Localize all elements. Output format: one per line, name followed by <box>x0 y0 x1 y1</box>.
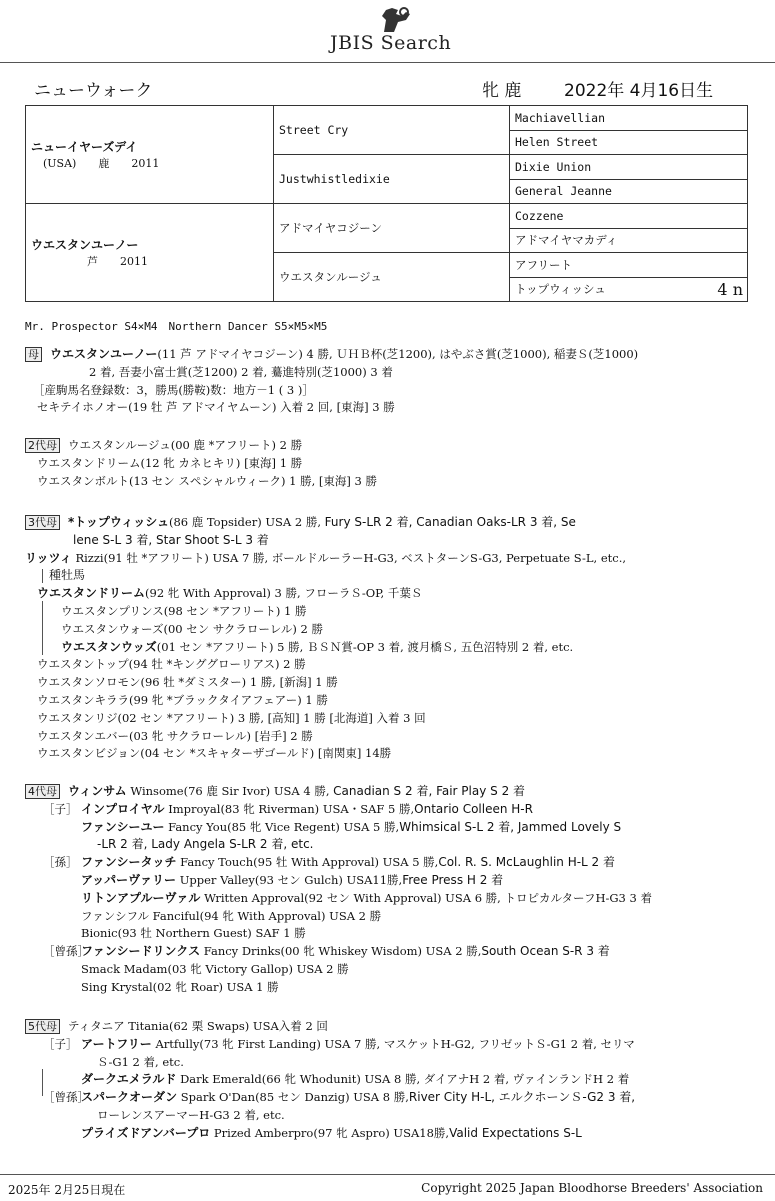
second-dam-foal: ウエスタンボルト(13 セン スペシャルウィーク) 1 勝, [東海] 3 勝 <box>37 473 378 488</box>
as-of-date: 2025年 2月25日現在 <box>8 1183 126 1197</box>
horse-sex-color: 牝 鹿 <box>482 81 522 101</box>
dam-record: (11 芦 アドマイヤコジーン) 4 勝, ＵＨＢ杯(芝1200), はやぶさ賞(芝1000), 稲妻Ｓ(芝1000) <box>157 347 639 361</box>
great-grandchild-line: Smack Madam(03 牝 Victory Gallop) USA 2 勝 <box>81 961 349 976</box>
fancy-touch-races: Col. R. S. McLaughlin H-L 2 着 <box>438 855 616 870</box>
prized-amberpro-name[interactable]: プライズドアンバープロ <box>81 1125 211 1140</box>
horse-title <box>34 76 754 102</box>
winsome-races: Canadian S 2 着, Fair Play S 2 着 <box>333 784 526 798</box>
child-line <box>25 1071 745 1089</box>
child-line <box>25 819 745 837</box>
relation-label: ［子］ <box>43 1036 78 1051</box>
winsome-record: Winsome(76 鹿 Sir Ivor) USA 4 勝, <box>130 784 330 798</box>
titania-record: ティタニア Titania(62 栗 Swaps) USA入着 2 回 <box>68 1019 328 1033</box>
prized-amberpro-record: Prized Amberpro(97 牝 Aspro) USA18勝, <box>213 1125 450 1140</box>
fancy-drinks-record: Fancy Drinks(00 牝 Whiskey Wisdom) USA 2 勝, <box>203 944 482 959</box>
fancy-you-races-2: -LR 2 着, Lady Angela S-LR 2 着, etc. <box>97 837 314 852</box>
second-dam-record: ウエスタンルージュ(00 鹿 *アフリート) 2 勝 <box>68 438 303 452</box>
fancy-you-races: Whimsical S-L 2 着, Jammed Lovely S <box>399 819 622 834</box>
written-approval-record: Written Approval(92 セン With Approval) USA 6 勝, トロピカルターフH-G3 3 着 <box>204 890 652 905</box>
improyal-name[interactable]: インプロイヤル <box>81 801 165 816</box>
spark-odan-record: Spark O'Dan(85 セン Danzig) USA 8 勝, <box>180 1090 409 1105</box>
fancy-you-record: Fancy You(85 牝 Vice Regent) USA 5 勝, <box>168 819 400 834</box>
fifth-dam-head <box>25 1018 745 1036</box>
rizzi-stallion: 種牡馬 <box>49 568 86 583</box>
dam-line-1 <box>25 346 745 364</box>
spark-odan-name[interactable]: スパークオーダン <box>81 1090 178 1105</box>
grandchild-line <box>25 890 745 908</box>
western-woods-line <box>25 639 745 657</box>
dam-cell[interactable] <box>26 204 274 302</box>
great-grandchild-line-2: ローレンスアーマーH-G3 2 着, etc. <box>97 1107 285 1122</box>
family-number: 4 n <box>717 279 743 299</box>
western-dream-foal: ウエスタンプリンス(98 セン *アフリート) 1 勝 <box>61 603 307 618</box>
footer <box>0 1174 775 1201</box>
dam-badge: 母 <box>25 347 42 362</box>
sire-name: ニューイヤーズデイ <box>31 140 138 154</box>
fifth-dam-badge: 5代母 <box>25 1019 60 1034</box>
second-dam-foal: ウエスタンドリーム(12 牝 カネヒキリ) [東海] 1 勝 <box>37 455 303 470</box>
child-line <box>25 801 745 819</box>
copyright: Copyright 2025 Japan Bloodhorse Breeders' Association <box>421 1181 763 1195</box>
western-dream-record: (92 牝 With Approval) 3 勝, フローラＳ-OP, 千葉Ｓ <box>145 586 423 601</box>
g3-name: トップウィッシュ <box>515 282 606 297</box>
logo-text: JBIS Search <box>330 32 452 54</box>
second-dam-badge: 2代母 <box>25 438 60 453</box>
western-dream-line <box>25 585 745 603</box>
artfully-name[interactable]: アートフリー <box>81 1036 152 1051</box>
jbis-logo[interactable] <box>322 6 462 54</box>
fourth-dam-section <box>25 783 745 997</box>
horse-head-icon <box>376 6 416 34</box>
g3-cell[interactable]: アドマイヤマカディ <box>510 228 748 253</box>
great-grandchild-line <box>25 943 745 961</box>
dam-name: ウエスタンユーノー <box>31 238 139 252</box>
dam-produce-stats: ［産駒馬名登録数：3，勝馬(勝鞍)数：地方－1 ( 3 )］ <box>33 382 314 397</box>
improyal-races: Ontario Colleen H-R <box>414 801 533 816</box>
fourth-dam-head <box>25 783 745 801</box>
ritz-line-2 <box>25 567 745 585</box>
western-dream-name[interactable]: ウエスタンドリーム <box>37 586 146 601</box>
upper-valley-name[interactable]: アッパーヴァリー <box>81 872 177 887</box>
horse-name: ニューウォーク <box>34 81 153 101</box>
third-dam-badge: 3代母 <box>25 515 60 530</box>
grandchild-line: Bionic(93 牡 Northern Guest) SAF 1 勝 <box>81 926 306 941</box>
horse-dob: 2022年 4月16日生 <box>564 81 714 101</box>
g3-cell-last[interactable] <box>510 277 748 302</box>
third-dam-races-2: lene S-L 3 着, Star Shoot S-L 3 着 <box>73 532 269 547</box>
ritz-line <box>25 550 745 568</box>
pedigree-table <box>25 105 748 302</box>
rizzi-name[interactable]: リッツィ <box>25 550 72 565</box>
third-dam-foal: ウエスタントップ(94 牡 *キンググローリアス) 2 勝 <box>37 657 306 672</box>
third-dam-record: (86 鹿 Topsider) USA 2 勝, <box>168 515 322 529</box>
g3-cell[interactable]: Helen Street <box>510 130 748 155</box>
g3-cell[interactable]: General Jeanne <box>510 179 748 204</box>
third-dam-foal: ウエスタンソロモン(96 牡 *ダミスター) 1 勝, [新潟] 1 勝 <box>37 675 338 690</box>
g3-cell[interactable]: アフリート <box>510 253 748 278</box>
relation-label: ［曾孫］ <box>43 944 89 959</box>
fancy-you-name[interactable]: ファンシーユー <box>81 819 165 834</box>
winsome-name[interactable]: ウィンサム <box>68 784 127 798</box>
relation-label: ［曾孫］ <box>43 1090 89 1105</box>
prized-amberpro-races: Valid Expectations S-L <box>449 1125 582 1140</box>
sire-dam-cell[interactable]: Justwhistledixie <box>274 155 510 204</box>
third-dam-foal: ウエスタンリジ(02 セン *アフリート) 3 勝, [高知] 1 勝 [北海道] 入着 3 回 <box>37 710 426 725</box>
dark-emerald-record: Dark Emerald(66 牝 Whodunit) USA 8 勝, ダイアナH 2 着, ヴァインランドH 2 着 <box>180 1072 630 1087</box>
western-woods-name[interactable]: ウエスタンウッズ <box>61 639 157 654</box>
fancy-touch-record: Fancy Touch(95 牡 With Approval) USA 5 勝, <box>180 855 439 870</box>
third-dam-head <box>25 514 745 532</box>
fancy-drinks-name[interactable]: ファンシードリンクス <box>81 944 201 959</box>
dark-emerald-name[interactable]: ダークエメラルド <box>81 1072 177 1087</box>
sire-meta: (USA) 鹿 2011 <box>43 157 160 170</box>
spark-odan-races: River City H-L, エルクホーンＳ-G2 3 着, <box>408 1090 636 1105</box>
dam-dam-cell[interactable]: ウエスタンルージュ <box>274 253 510 302</box>
dam-name-link[interactable]: ウエスタンユーノー <box>50 347 158 361</box>
tree-connector <box>42 569 43 583</box>
dam-line-2: 2 着, 吾妻小富士賞(芝1200) 2 着, 驀進特別(芝1000) 3 着 <box>89 364 393 379</box>
header-divider <box>0 62 775 63</box>
written-approval-name[interactable]: リトンアプルーヴァル <box>81 890 201 905</box>
child-line-2 <box>25 836 745 854</box>
third-dam-foal: ウエスタンエバー(03 牝 サクラローレル) [岩手] 2 勝 <box>37 728 313 743</box>
relation-label: ［子］ <box>43 801 78 816</box>
tree-connector <box>42 601 43 655</box>
great-grandchild-line <box>25 1125 745 1143</box>
child-line <box>25 1036 745 1054</box>
western-woods-record: (01 セン *アフリート) 5 勝, ＢＳＮ賞-OP 3 着, 渡月橋Ｓ, 五色沼特別 2 着, etc. <box>156 639 574 654</box>
third-dam-section <box>25 514 745 763</box>
third-dam-name[interactable]: *トップウィッシュ <box>68 515 169 529</box>
upper-valley-races: Free Press H 2 着 <box>402 872 504 887</box>
relation-label: ［孫］ <box>43 855 78 870</box>
third-dam-foal: ウエスタンキララ(99 牝 *ブラックタイアフェアー) 1 勝 <box>37 692 328 707</box>
sire-cell[interactable] <box>26 106 274 204</box>
sire-sire-cell[interactable]: Street Cry <box>274 106 510 155</box>
child-line-2: Ｓ-G1 2 着, etc. <box>97 1054 184 1069</box>
grandchild-line: ファンシフル Fanciful(94 牝 With Approval) USA 2 勝 <box>81 908 382 923</box>
second-dam-section <box>25 437 745 490</box>
great-grandchild-line: Sing Krystal(02 牝 Roar) USA 1 勝 <box>81 979 279 994</box>
dam-sire-cell[interactable]: アドマイヤコジーン <box>274 204 510 253</box>
g3-cell[interactable]: Cozzene <box>510 204 748 229</box>
inbreeding-text: Mr. Prospector S4×M4 Northern Dancer S5×M5×M5 <box>25 320 328 333</box>
upper-valley-record: Upper Valley(93 セン Gulch) USA11勝, <box>179 872 403 887</box>
western-dream-foal: ウエスタンウォーズ(00 セン サクラローレル) 2 勝 <box>61 621 324 636</box>
fancy-drinks-races: South Ocean S-R 3 着 <box>481 944 610 959</box>
great-grandchild-line <box>25 1089 745 1107</box>
third-dam-foal: ウエスタンビジョン(04 セン *スキャターザゴールド) [南関東] 14勝 <box>37 746 392 761</box>
artfully-record: Artfully(73 牝 First Landing) USA 7 勝, マスケットH-G2, フリゼットＳ-G1 2 着, セリマ <box>155 1036 635 1051</box>
third-dam-races: Fury S-LR 2 着, Canadian Oaks-LR 3 着, Se <box>324 515 576 529</box>
fifth-dam-section <box>25 1018 745 1143</box>
dam-meta: 芦 2011 <box>43 255 148 268</box>
fourth-dam-badge: 4代母 <box>25 784 60 799</box>
g3-cell[interactable]: Dixie Union <box>510 155 748 180</box>
g3-cell[interactable]: Machiavellian <box>510 106 748 131</box>
dam-foal-line: セキテイホノオー(19 牡 芦 アドマイヤムーン) 入着 2 回, [東海] 3 勝 <box>37 400 395 415</box>
fancy-touch-name[interactable]: ファンシータッチ <box>81 855 177 870</box>
rizzi-record: Rizzi(91 牡 *アフリート) USA 7 勝, ボールドルーラーH-G3, ベストターンS-G3, Perpetuate S-L, etc., <box>75 550 627 565</box>
third-dam-line-2 <box>25 532 745 550</box>
dam-section <box>25 346 745 417</box>
second-dam-head <box>25 437 745 455</box>
grandchild-line <box>25 854 745 872</box>
improyal-record: Improyal(83 牝 Riverman) USA・SAF 5 勝, <box>168 801 415 816</box>
grandchild-line <box>25 872 745 890</box>
